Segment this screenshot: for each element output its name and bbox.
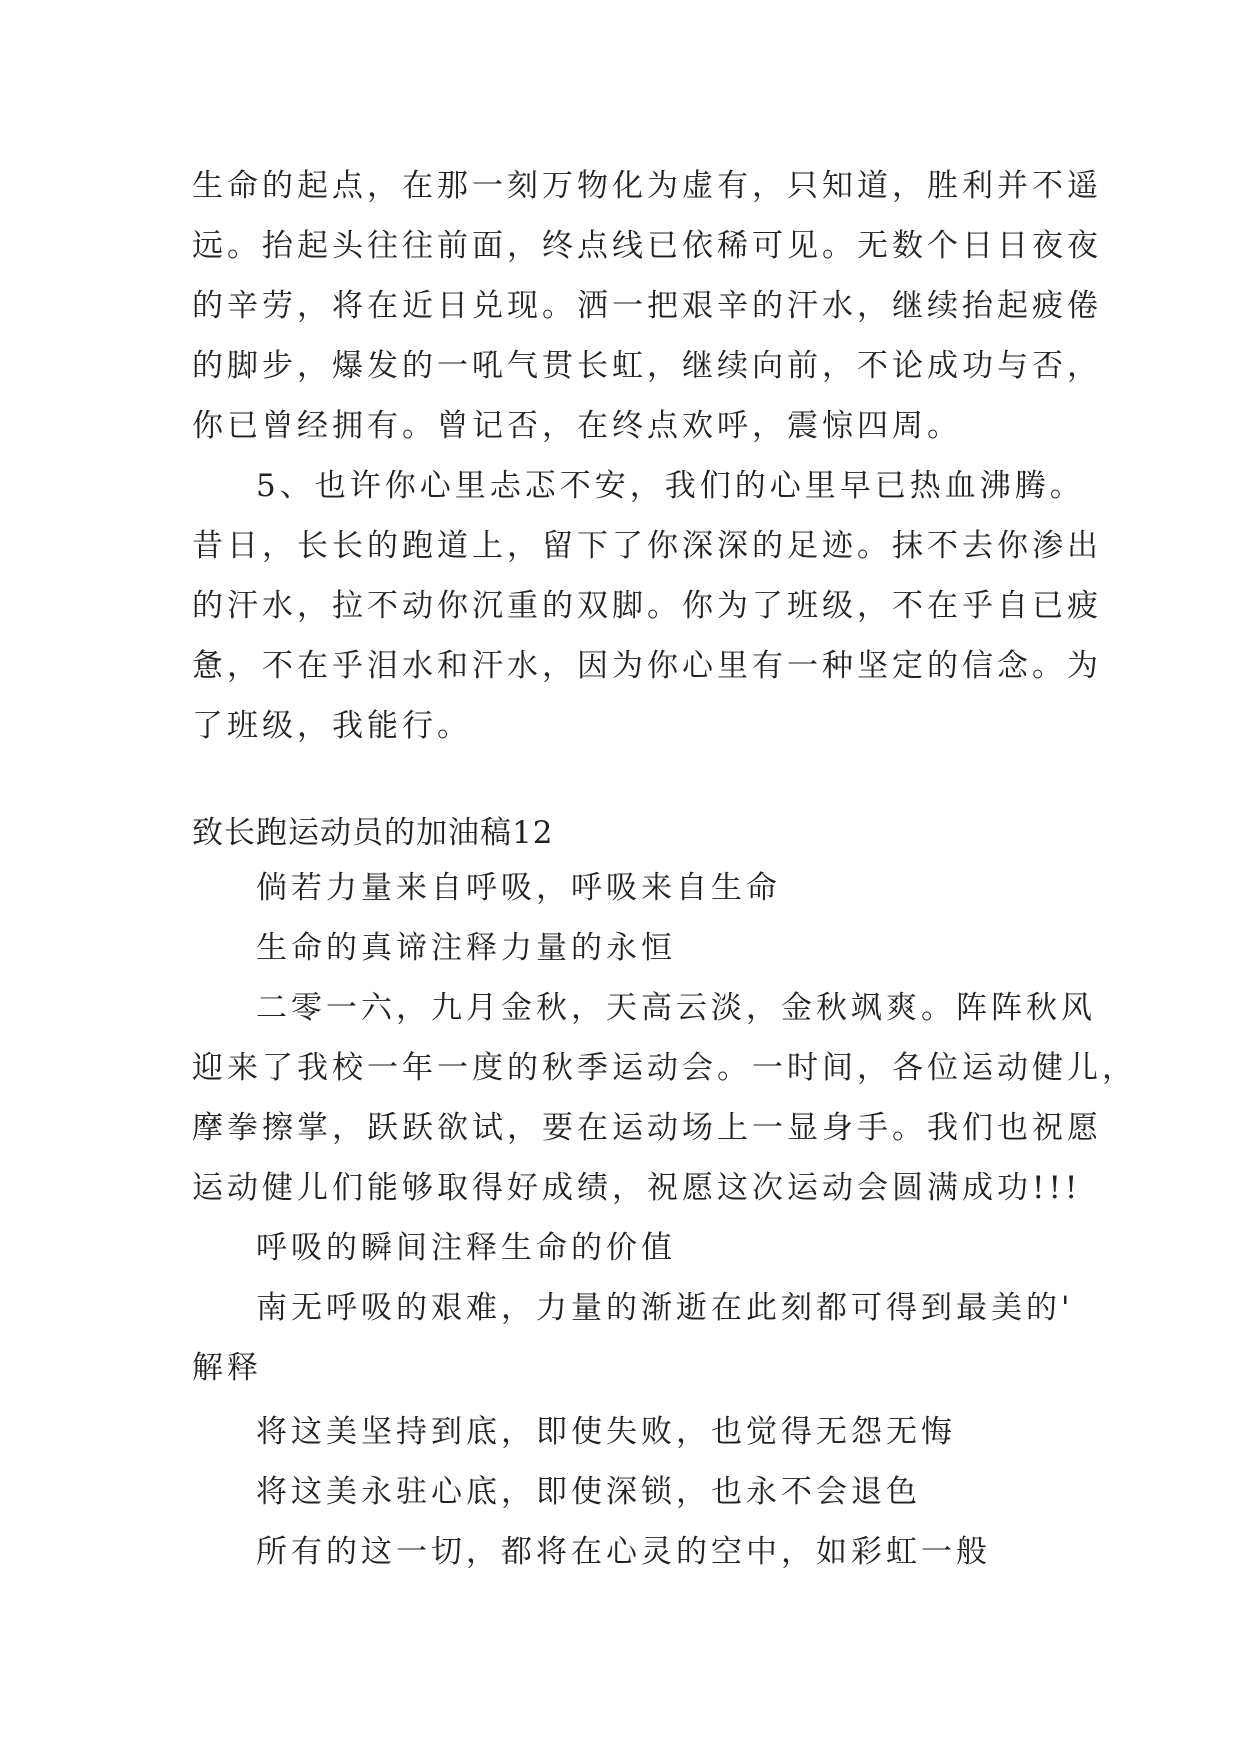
paragraph-line: 将这美永驻心底，即使深锁，也永不会退色 [256, 1474, 921, 1510]
paragraph-line: 了班级，我能行。 [192, 708, 472, 744]
paragraph-line: 解释 [192, 1350, 262, 1386]
paragraph-line: 将这美坚持到底，即使失败，也觉得无怨无悔 [256, 1414, 956, 1450]
paragraph-line: 运动健儿们能够取得好成绩，祝愿这次运动会圆满成功!!! [192, 1170, 1082, 1206]
paragraph-line: 南无呼吸的艰难，力量的渐逝在此刻都可得到最美的' [256, 1290, 1074, 1326]
paragraph-line: 昔日，长长的跑道上，留下了你深深的足迹。抹不去你渗出 [192, 528, 1102, 564]
paragraph-line: 二零一六，九月金秋，天高云淡，金秋飒爽。阵阵秋风 [256, 990, 1096, 1026]
paragraph-line: 的辛劳，将在近日兑现。洒一把艰辛的汗水，继续抬起疲倦 [192, 288, 1102, 324]
paragraph-line: 倘若力量来自呼吸，呼吸来自生命 [256, 870, 781, 906]
paragraph-line: 摩拳擦掌，跃跃欲试，要在运动场上一显身手。我们也祝愿 [192, 1110, 1102, 1146]
paragraph-line: 远。抬起头往往前面，终点线已依稀可见。无数个日日夜夜 [192, 228, 1102, 264]
paragraph-line: 的脚步，爆发的一吼气贯长虹，继续向前，不论成功与否， [192, 348, 1102, 384]
section-title: 致长跑运动员的加油稿12 [192, 815, 554, 851]
paragraph-line: 生命的真谛注释力量的永恒 [256, 930, 676, 966]
paragraph-line: 你已曾经拥有。曾记否，在终点欢呼，震惊四周。 [192, 408, 962, 444]
paragraph-line: 惫，不在乎泪水和汗水，因为你心里有一种坚定的信念。为 [192, 648, 1102, 684]
paragraph-line: 5、也许你心里忐忑不安，我们的心里早已热血沸腾。 [256, 468, 1085, 504]
paragraph-line: 呼吸的瞬间注释生命的价值 [256, 1230, 676, 1266]
paragraph-line: 的汗水，拉不动你沉重的双脚。你为了班级，不在乎自已疲 [192, 588, 1102, 624]
paragraph-line: 所有的这一切，都将在心灵的空中，如彩虹一般 [256, 1534, 991, 1570]
paragraph-line: 生命的起点，在那一刻万物化为虚有，只知道，胜利并不遥 [192, 168, 1102, 204]
paragraph-line: 迎来了我校一年一度的秋季运动会。一时间，各位运动健儿， [192, 1050, 1137, 1086]
